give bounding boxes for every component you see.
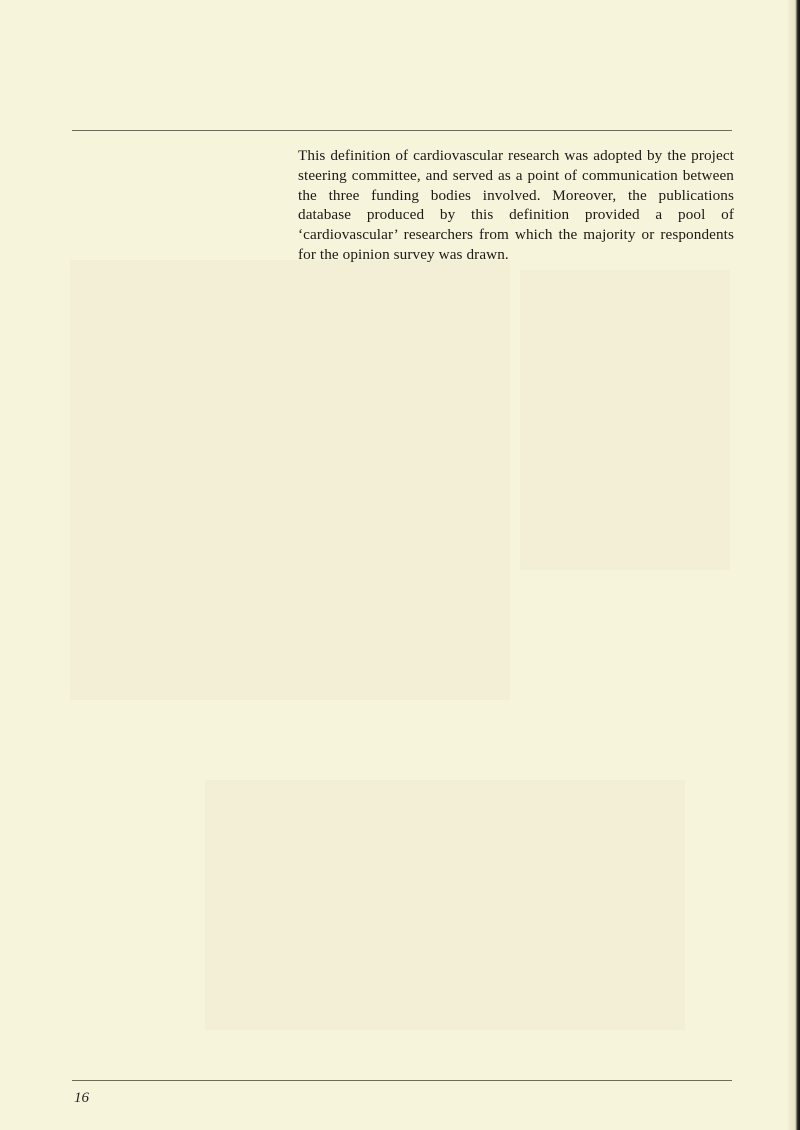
show-through-left-block (70, 260, 510, 700)
show-through-figure (205, 780, 685, 1030)
show-through-right-block (520, 270, 730, 570)
bottom-rule (72, 1080, 732, 1081)
page-edge (788, 0, 800, 1130)
page-number: 16 (74, 1090, 89, 1106)
body-paragraph: This definition of cardiovascular research was adopted by the project steering committee, and served as a point of communication between the three funding bodies involved. Moreover, the publications database produced by this definition provided a pool of ‘cardiovascular’ researchers from which the majority or respondents for the opinion survey was drawn. (298, 147, 734, 263)
top-rule (72, 130, 732, 131)
